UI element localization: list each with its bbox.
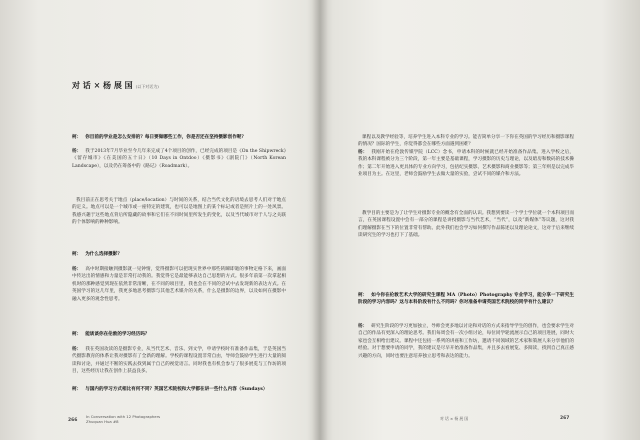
heading-title: 对 话 × 杨 展 国 — [72, 80, 133, 90]
page-number: 267 — [560, 416, 570, 421]
paragraph: 杨： 研究生阶段的学习更加独立，导师会更多地以讨论和对话的方式来指导学生的创作，也会要求学生对自己的作品有更深入的理论思考。我们每周会有一次小组讨论，每位同学轮流展示自己的项目进展，同时大家也会互相给出建议。课程中还包括一系列的讲座和工作坊，邀请不同领域的艺术家和策展人来分享他们的经验。对于想要申请的同学，我的建议是尽早开始准备作品集，并且多去看展览、多阅读，找到自己真正感兴趣的方向，同时也要注意培养独立思考和表达的能力。 — [358, 324, 574, 359]
paragraph: 柯： 与国内的学习方式相比有何不同？英国艺术院校和大学都在讲一些什么内容（Sundays） — [72, 387, 268, 392]
paragraph: 柯： 能谈谈你在伦敦的学习经历吗？ — [72, 332, 150, 337]
running-title: 对 话 × 杨 展 国 — [440, 416, 469, 421]
paragraph: 柯： 你目前的学业是怎么安排的？每日要做哪些工作，你是否还在坚持摄影创作呢？ — [72, 135, 246, 140]
right-page — [320, 0, 640, 440]
running-title: In Conversation with 12 Photographers Zhuquan Hua #8 — [86, 414, 161, 424]
paragraph: 柯： 如今你在伦敦艺术大学的研究生课程 MA（Photo）Photography 专业学习，能分享一下研究生阶段的学习内容吗？这与本科阶段有什么不同吗？你对准备申请英国艺术院校的同学有什么建议？ — [358, 293, 574, 306]
paragraph: 我目前正在思考关于地点（place/location）与时间的关系，结合当代文化的语境去思考人们对于地点的定义。地点可以是一个城市或一座特定的建筑，也可以是地图上的某个标记或者是照片上的一处风景。我感兴趣于这些地点背后所隐藏的故事和它们在不同时间里所发生的变化，以及当代城市对于人与之关联的个体影响的种种影响。 — [72, 198, 286, 226]
paragraph: 杨： 高中时期接触到摄影就一见钟情，觉得摄影可以把现实世界中那些转瞬即逝的事物定格下来，画面中传达出的情感和力量是非常打动我的。我觉得它是最能够表达自己思想的方式。很多年前第一次拿起相机时的那种感觉到现在依然非常清晰，在不同的项目里，我也会在不同的尝试中去发现新的表达方式。在英国学习的这几年里，我更多地思考摄影与其他艺术媒介的关系，什么是摄影的边界，以及如何在摄影中融入更多的观念性思考。 — [72, 267, 286, 302]
paragraph: 杨： 我刚开始在伦敦传媒学院（LCC）念书，申请本科的时候就已经开始准备作品集。进入学校之后，我的本科课程被分为三个阶段，第一年主要是基础课程，学习摄影的历史与理论，以及暗房和数码的技术操作；第二年开始进入更具体的专业方向学习，包括纪实摄影、艺术摄影和商业摄影等；第三年则是以完成毕业项目为主。在这里，老师会鼓励学生去做大量的实验，尝试不同的媒介和方法。 — [358, 150, 574, 178]
page-number: 266 — [68, 418, 78, 423]
paragraph: 教学目的主要是为了让学生对摄影专业的概念有全面的认识。我想到要读一个学士学位就一个本科项目而言，在英国课程设置中会有一部分的课程是讲授摄影与当代艺术，“当代”，以及“新媒体”等议题，这对我们理解摄影在当下的位置非常有帮助。此外我们也会学习如何撰写作品陈述以及理论论文，这对于后来继续读研究生的学习也打下了基础。 — [358, 211, 574, 239]
paragraph: 杨： 我在英国攻读的是摄影专业，从当代艺术、音乐、到文学，申请学校时有准备作品集，于是英国当代摄影教育的体系让我对摄影有了全新的理解。学校的课程设置非常自由，导师会鼓励学生进行大量的阅读和讨论，并通过不断的实践去找到属于自己的视觉语言。同时我也有机会参与了很多展览与工作坊的项目，这些经历让我在创作上获益良多。 — [72, 347, 286, 375]
paragraph: 柯： 为什么选择摄影？ — [72, 252, 122, 257]
paragraph: 杨： 我于2013年7月毕业至今几年来完成了4个项目的创作，已经完成的项目是《On the Shipwreck》《留存城市》《在美国的五十日》（10 Days in Ontdoo）《摄影书》《剧院门》（North Korean Landscape），以及仍在筹备中的《路记》（Roadmark）。 — [72, 149, 286, 169]
interview-heading — [72, 80, 159, 91]
book-gutter — [312, 0, 328, 440]
paragraph: 课程以及教学经验等，培养学生进入本科专业的学习。能否简单分享一下你在英国的学习经历和摄影课程的情况？国际的学生，你觉得都会在哪些方面遇到困难？ — [358, 135, 574, 148]
heading-note: (以下对话为) — [135, 84, 159, 89]
